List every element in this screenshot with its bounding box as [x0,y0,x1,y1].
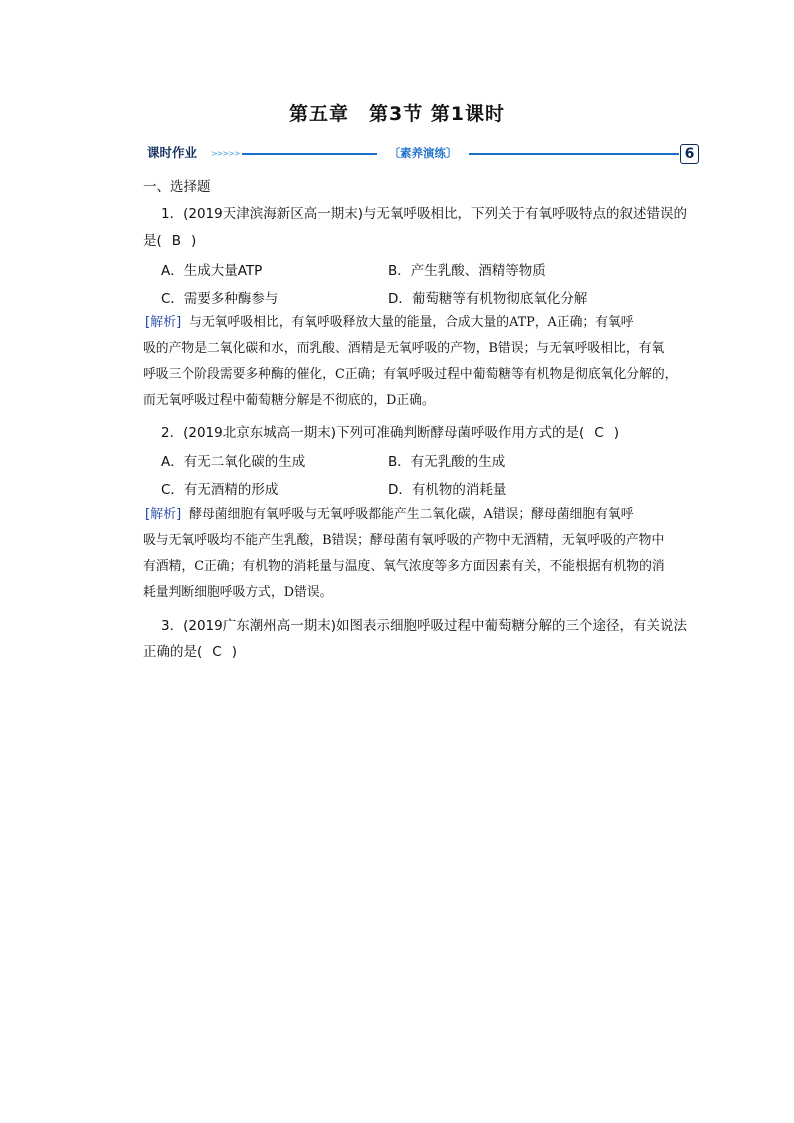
banner-number-badge: 6 [680,144,699,164]
q1-paren-open: 是( [143,233,162,249]
q1-answer: B [171,233,182,249]
banner-label: 课时作业 [143,144,201,162]
banner-center-label: 〔素养演练〕 [378,145,468,162]
q3-stem-line2: 正确的是( C ) [143,642,699,663]
q2-explanation-line2: 吸与无氧呼吸均不能产生乳酸，B错误；酵母菌有氧呼吸的产物中无酒精，无氧呼吸的产物中 [143,533,665,548]
q3-stem-line1: 3．(2019广东潮州高一期末)如图表示细胞呼吸过程中葡萄糖分解的三个途径，有关说法 [161,618,687,634]
q2-stem: 2．(2019北京东城高一期末)下列可准确判断酵母菌呼吸作用方式的是( C ) [161,423,717,444]
q2-option-d: D．有机物的消耗量 [388,482,507,498]
section-banner [143,143,699,165]
q2-option-b: B．有无乳酸的生成 [388,454,506,470]
q2-explanation-line4: 耗量判断细胞呼吸方式，D错误。 [143,585,333,600]
q1-option-d: D．葡萄糖等有机物彻底氧化分解 [388,291,588,307]
q1-explanation [143,310,699,414]
q2-answer: C [594,425,604,441]
q2-explanation-line3: 有酒精，C正确；有机物的消耗量与温度、氧气浓度等多方面因素有关，不能根据有机物的消 [143,559,665,574]
q3-answer: C [212,644,222,660]
q1-option-c: C．需要多种酶参与 [161,291,279,307]
q2-option-a: A．有无二氧化碳的生成 [161,454,306,470]
q1-explanation-line4: 而无氧呼吸过程中葡萄糖分解是不彻底的，D正确。 [143,393,435,408]
q1-option-b: B．产生乳酸、酒精等物质 [388,263,546,279]
q1-explanation-line1: [解析] 与无氧呼吸相比，有氧呼吸释放大量的能量，合成大量的ATP，A正确；有氧呼 [145,315,634,330]
q1-stem-line2 [143,231,699,252]
q1-stem-line1: 1．(2019天津滨海新区高一期末)与无氧呼吸相比，下列关于有氧呼吸特点的叙述错误的 [161,206,687,222]
q1-explanation-line3: 呼吸三个阶段需要多种酶的催化，C正确；有氧呼吸过程中葡萄糖等有机物是彻底氧化分解的， [143,367,678,382]
section-heading: 一、选择题 [143,179,211,195]
q1-explanation-line2: 吸的产物是二氧化碳和水，而乳酸、酒精是无氧呼吸的产物，B错误；与无氧呼吸相比，有氧 [143,341,665,356]
q2-explanation-tag: [解析] [145,507,182,522]
banner-line-right [469,153,679,155]
banner-arrows: >>>>> [211,149,240,158]
q1-explanation-tag: [解析] [145,315,182,330]
q2-option-c: C．有无酒精的形成 [161,482,279,498]
q1-option-a: A．生成大量ATP [161,263,263,279]
q2-explanation [143,502,699,606]
q2-explanation-line1: [解析] 酵母菌细胞有氧呼吸与无氧呼吸都能产生二氧化碳，A错误；酵母菌细胞有氧呼 [145,507,634,522]
page-title: 第五章 第3节 第1课时 [288,103,506,125]
q1-paren-close: ) [191,233,197,249]
